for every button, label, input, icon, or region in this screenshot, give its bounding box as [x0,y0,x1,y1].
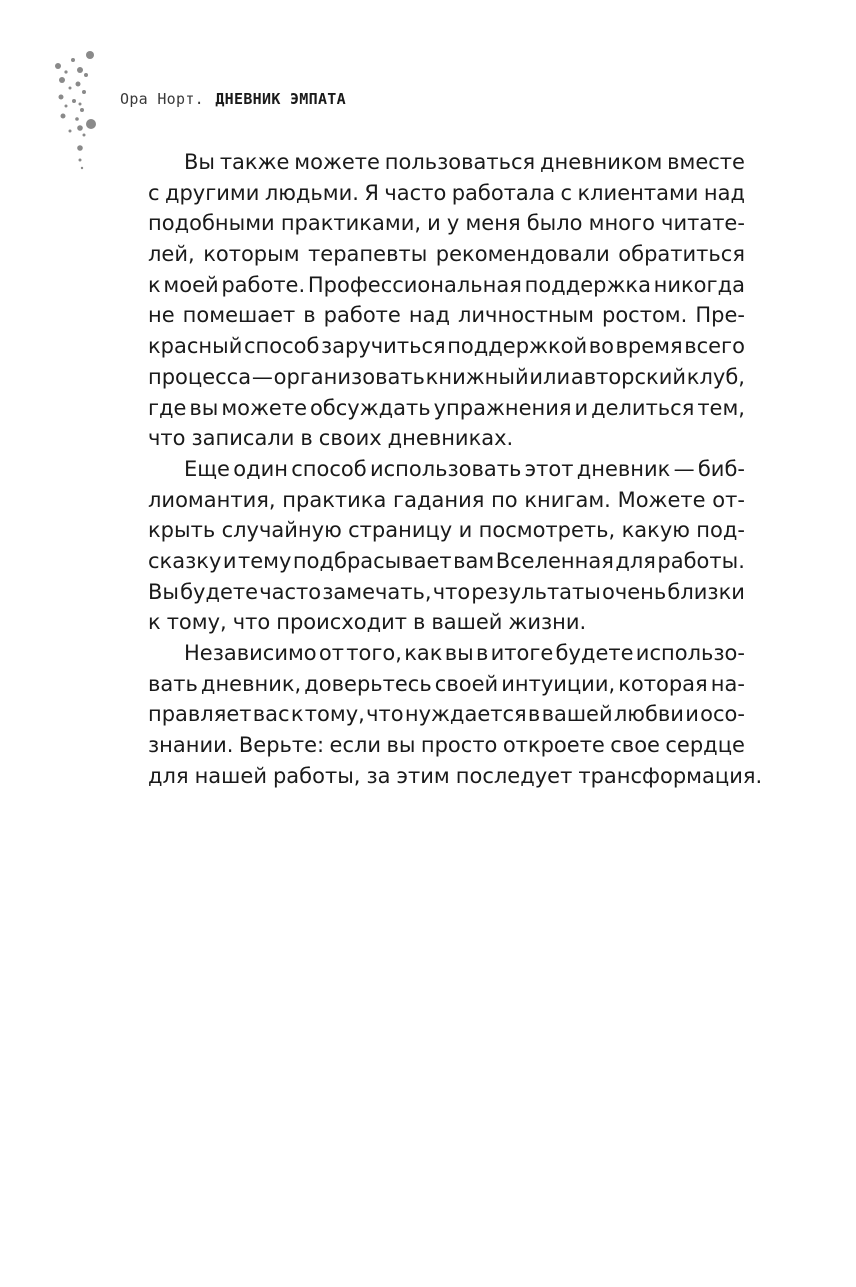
word: записали [191,426,295,451]
word: личностным [457,303,594,328]
word: Профессиональная [307,272,522,297]
word: дневниках. [387,426,514,451]
paragraph-1 [148,147,745,454]
word: читате- [661,211,745,236]
word: Независимо [184,641,317,665]
word: и [574,395,589,420]
word: биб- [697,456,745,481]
word: тем, [697,395,745,420]
word: Пре- [695,303,745,328]
word: что [366,702,404,727]
word: пользоваться [384,150,536,174]
word: или [529,364,571,389]
paragraph-2 [148,454,745,638]
word: своих [318,426,382,451]
word: тому, [166,610,227,635]
word: организовать [273,364,425,389]
word: можете [294,150,380,174]
word: — [673,456,695,481]
word: случайную [221,518,342,543]
word: в [303,303,316,328]
word: как [404,641,443,665]
word: вашей [541,702,613,727]
word: итоге [490,641,554,665]
header-book-title: ДНЕВНИК ЭМПАТА [215,90,346,108]
word: посмотреть, [478,518,616,543]
word: любви [613,702,684,727]
word: над [408,303,450,328]
word: доверьтесь [304,671,432,696]
word: меня [465,211,521,236]
text-line [148,393,745,424]
word: вместе [667,150,745,174]
word: процесса [148,364,252,389]
word: лиомантия, [148,487,276,512]
word: по [491,487,518,512]
word: Вы [184,150,215,174]
text-line [148,362,745,393]
word: дневник [576,456,671,481]
word: очень [601,579,667,604]
word: Еще [184,456,230,481]
word: откроете [502,733,605,758]
word: работе [323,303,401,328]
word: где [148,395,187,420]
word: использо- [635,641,745,665]
word: вас [252,702,290,727]
word: от [318,641,345,665]
word: гадания [393,487,485,512]
word: красный [148,334,243,359]
text-line [148,546,745,577]
text-line [148,208,745,239]
word: книжный [425,364,529,389]
word: осо- [700,702,745,727]
word: происходит [276,610,407,635]
word: что [148,426,186,451]
word: Верьте: [238,733,325,758]
word: и [458,518,473,543]
word: один [233,456,288,481]
word: дневник, [200,671,302,696]
word: своей [434,671,499,696]
word: можете [221,395,308,420]
word: над [703,180,745,205]
word: было [526,211,583,236]
word: что [432,579,471,604]
word: дневником [540,150,663,174]
word: вы [444,641,474,665]
word: и [427,211,441,236]
word: в [413,610,426,635]
word: интуиции, [501,671,616,696]
word: помешает [182,303,296,328]
text-line [148,485,745,516]
body-text [148,147,763,791]
word: вы [386,733,416,758]
text-line [148,730,745,761]
word: вашей [431,610,503,635]
word: сказку [148,548,222,573]
word: жизни. [508,610,587,635]
text-line [148,699,745,730]
word: сердце [665,733,745,758]
word: делиться [591,395,695,420]
word: поддержкой [447,334,588,359]
word: от- [712,487,745,512]
word: способ [243,334,320,359]
text-line [148,270,745,301]
word: другими [164,180,260,205]
word: Я [364,180,379,205]
word: с [560,180,573,205]
word: к [148,610,161,635]
word: которым [203,242,300,267]
word: — [251,364,273,389]
header-author: Ора Норт. [120,90,204,108]
text-line [148,423,745,454]
word: подбрасывает [292,548,452,573]
word: книгам. [524,487,611,512]
word: будете [180,579,259,604]
running-head [120,90,346,108]
word: будете [555,641,634,665]
word: этот [524,456,574,481]
word: вать [148,671,198,696]
word: просто [420,733,498,758]
word: для [148,763,189,788]
word: тему [237,548,292,573]
word: Вы [148,579,179,604]
word: моей [163,272,219,297]
word: клиентами [577,180,699,205]
word: практиками, [280,211,422,236]
word: для [615,548,656,573]
paragraph-3 [148,638,763,791]
text-line [148,638,745,669]
word: обсуждать [309,395,431,420]
word: что [232,610,271,635]
word: этим [396,763,450,788]
word: не [148,303,175,328]
word: свое [610,733,660,758]
word: страницу [348,518,453,543]
word: в [527,702,541,727]
word: никогда [653,272,745,297]
word: упражнения [433,395,572,420]
word: замечать, [322,579,432,604]
word: трансформация. [578,763,763,788]
word: много [588,211,655,236]
word: нуждается [404,702,527,727]
word: клуб, [686,364,745,389]
dotted-spray-icon [0,0,120,190]
word: с [148,180,160,205]
word: под- [696,518,745,543]
word: на- [710,671,745,696]
word: заручиться [320,334,446,359]
word: обратиться [618,242,745,267]
text-line [148,300,745,331]
word: во [588,334,614,359]
word: всего [684,334,745,359]
word: работала [451,180,556,205]
word: правляет [148,702,252,727]
word: тому, [304,702,365,727]
word: последует [455,763,573,788]
word: время [615,334,683,359]
word: которая [618,671,708,696]
text-line [148,454,745,485]
text-line [148,239,745,270]
text-line [148,761,763,792]
word: часто [259,579,322,604]
word: работы. [657,548,745,573]
word: часто [384,180,447,205]
word: работе. [221,272,306,297]
word: практика [282,487,387,512]
word: знании. [148,733,234,758]
word: использовать [369,456,522,481]
word: к [148,272,161,297]
word: вам [453,548,495,573]
word: терапевты [308,242,428,267]
word: крыть [148,518,216,543]
word: за [366,763,391,788]
word: результаты [471,579,601,604]
text-line [148,147,745,178]
text-line [148,331,745,362]
word: и [222,548,237,573]
word: Вселенная [495,548,614,573]
word: если [329,733,382,758]
word: работы, [272,763,361,788]
word: способ [291,456,367,481]
word: близки [667,579,745,604]
word: лей, [148,242,195,267]
word: того, [346,641,402,665]
word: авторский [570,364,687,389]
word: рекомендовали [435,242,610,267]
word: в [475,641,489,665]
text-line [148,577,745,608]
word: в [300,426,313,451]
word: у [446,211,460,236]
text-line [148,515,745,546]
word: нашей [194,763,267,788]
word: к [290,702,304,727]
word: поддержка [524,272,651,297]
text-line [148,669,745,700]
word: и [685,702,699,727]
text-line [148,607,745,638]
text-line [148,178,745,209]
word: подобными [148,211,275,236]
word: ростом. [602,303,688,328]
word: людьми. [264,180,359,205]
word: также [219,150,290,174]
word: какую [621,518,690,543]
word: вы [189,395,219,420]
word: Можете [617,487,706,512]
